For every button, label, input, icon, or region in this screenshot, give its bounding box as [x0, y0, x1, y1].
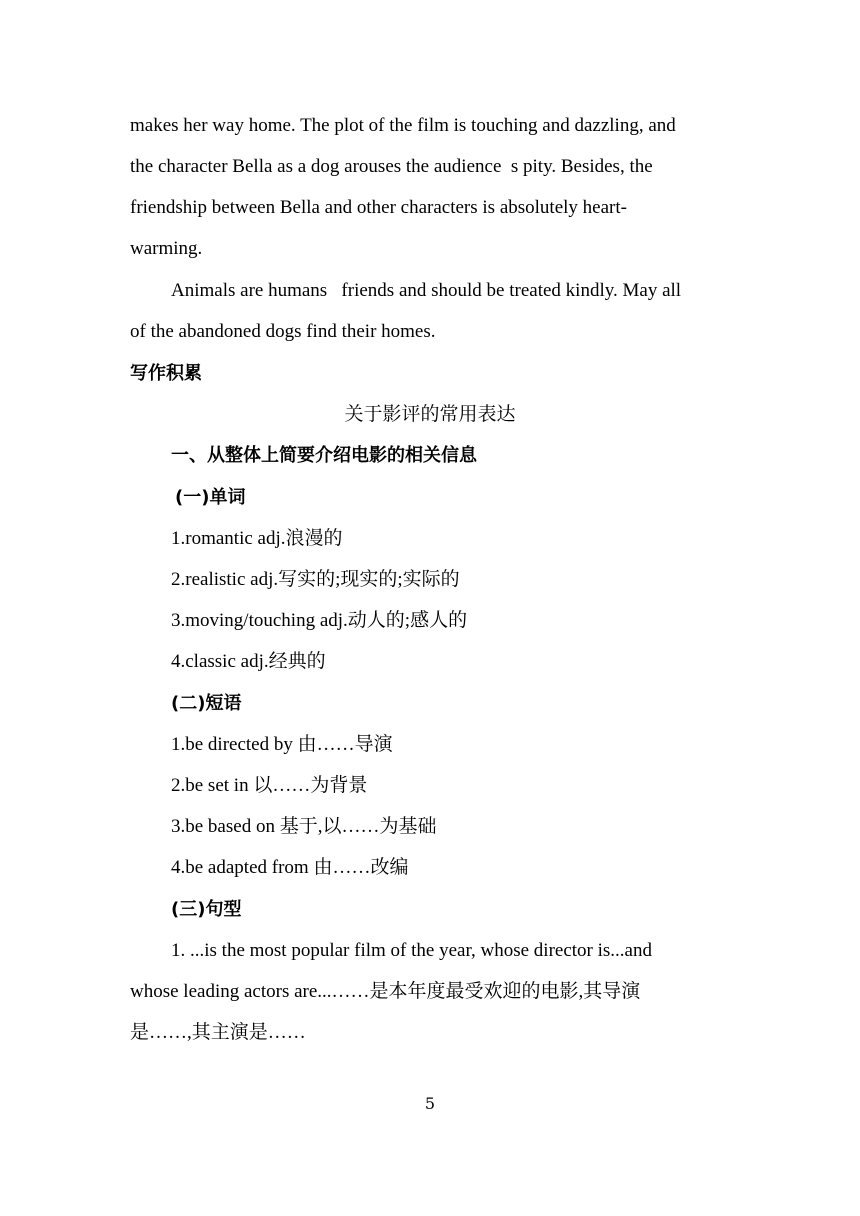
paragraph-line: the character Bella as a dog arouses the audience s pity. Besides, the — [130, 156, 653, 177]
sentence-line: 1. ...is the most popular film of the year, whose director is...and — [171, 940, 652, 961]
list-item: 2.realistic adj.写实的;现实的;实际的 — [171, 569, 460, 590]
paragraph-line: friendship between Bella and other characters is absolutely heart- — [130, 197, 627, 218]
part-heading: 一、从整体上简要介绍电影的相关信息 — [171, 445, 477, 466]
paragraph-line: makes her way home. The plot of the film is touching and dazzling, and — [130, 115, 676, 136]
paragraph-line: Animals are humans friends and should be treated kindly. May all — [171, 280, 682, 301]
section-title: 关于影评的常用表达 — [344, 404, 516, 425]
paragraph-line: warming. — [130, 238, 203, 259]
list-item: 1.romantic adj.浪漫的 — [171, 528, 343, 549]
sentence-line: 是……,其主演是…… — [130, 1022, 306, 1043]
list-item: 2.be set in 以……为背景 — [171, 775, 368, 796]
subheading-words: (一)单词 — [175, 487, 246, 508]
sentence-line: whose leading actors are...……是本年度最受欢迎的电影,其导演 — [130, 981, 641, 1002]
list-item: 4.be adapted from 由……改编 — [171, 857, 409, 878]
subheading-sentences: (三)句型 — [171, 899, 242, 920]
list-item: 3.moving/touching adj.动人的;感人的 — [171, 610, 468, 631]
paragraph-line: of the abandoned dogs find their homes. — [130, 321, 436, 342]
list-item: 1.be directed by 由……导演 — [171, 734, 393, 755]
list-item: 3.be based on 基于,以……为基础 — [171, 816, 437, 837]
subheading-phrases: (二)短语 — [171, 693, 242, 714]
section-label: 写作积累 — [130, 363, 202, 384]
page-number: 5 — [424, 1094, 436, 1113]
list-item: 4.classic adj.经典的 — [171, 651, 326, 672]
